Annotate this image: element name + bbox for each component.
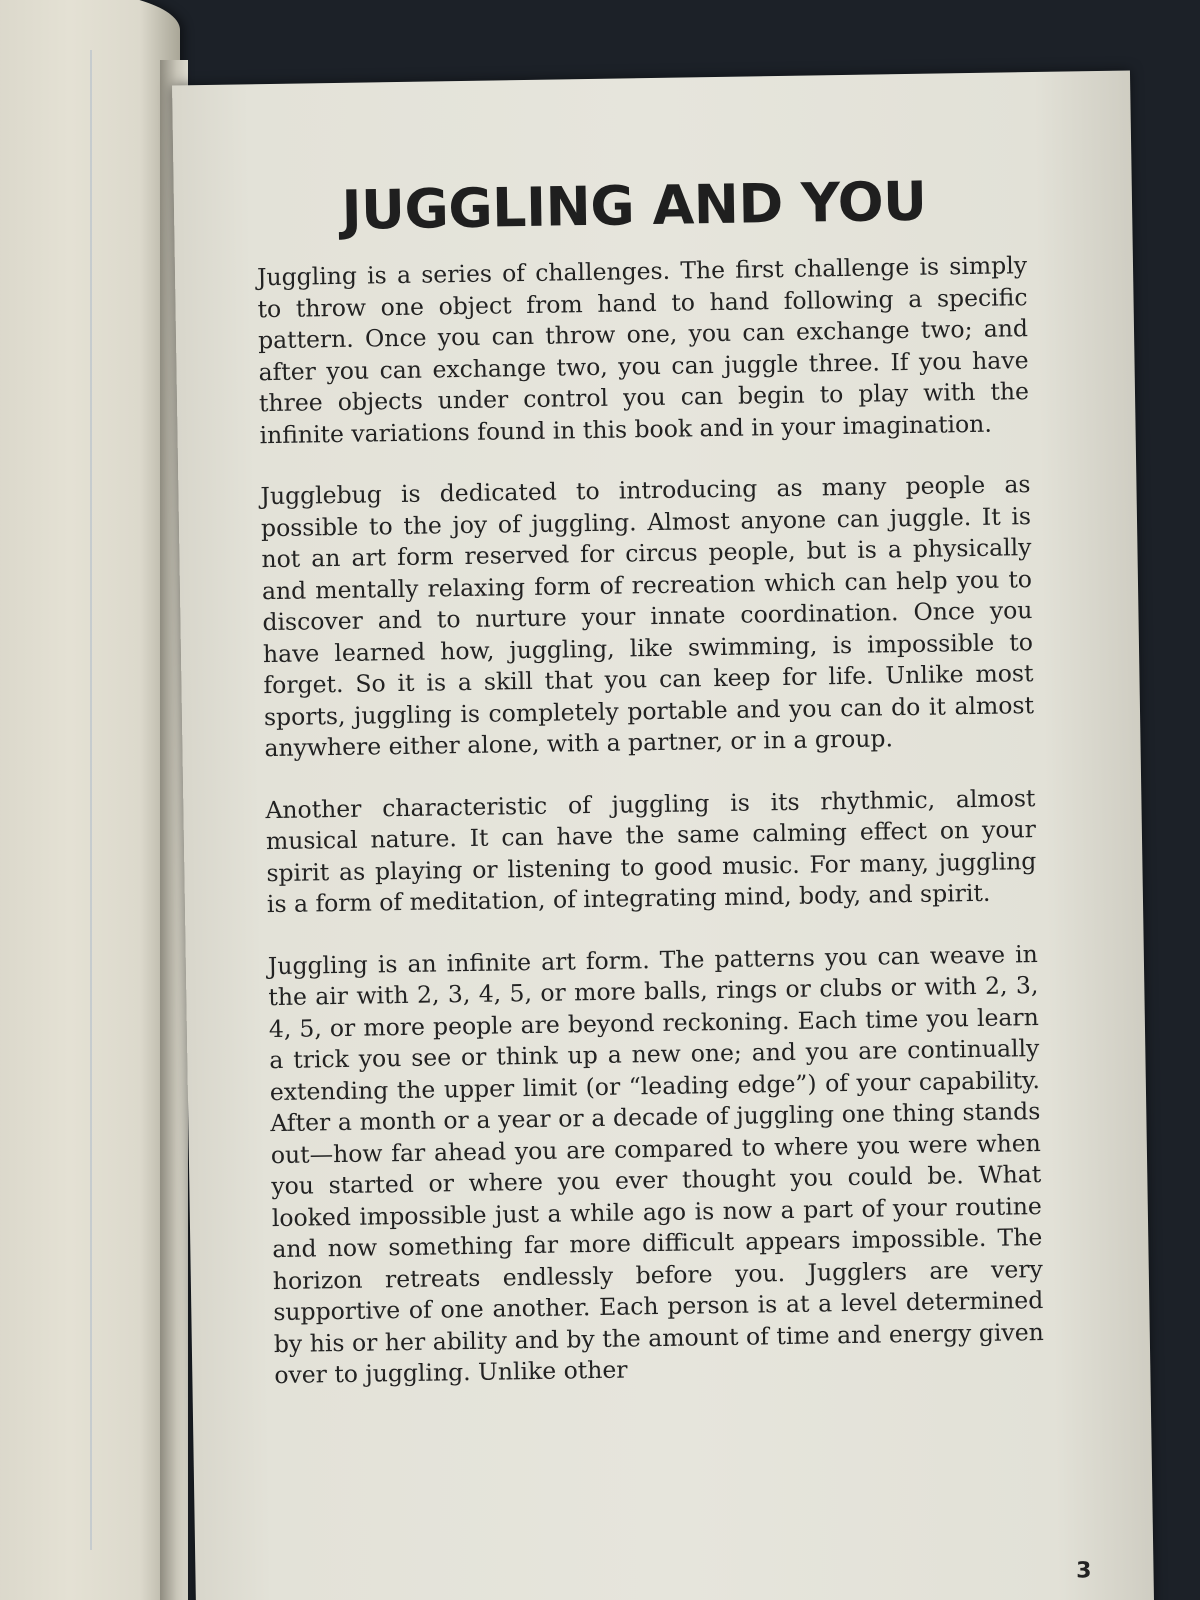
paragraph-2: Jugglebug is dedicated to introducing as many people as possible to the joy of juggling. Almost anyone can juggle. It is not an art form reserved for circus people, but is a physically and mentally relaxing form of recreation which can help you to discover and to nurture your innate coordination. Once you have learned how, juggling, like swimming, is impossible to forget. So it is a skill that you can keep for life. Unlike most sports, juggling is completely portable and you can do it almost anywhere either alone, with a partner, or in a group. [260, 470, 1035, 763]
page-body [257, 250, 1045, 1421]
paragraph-4: Juggling is an infinite art form. The patterns you can weave in the air with 2, 3, 4, 5, or more balls, rings or clubs or with 2, 3, 4, 5, or more people are beyond reckoning. Each time you learn a trick you see or think up a new one; and you are continually extending the upper limit (or “leading edge”) of your capability. After a month or a year or a decade of juggling one thing stands out—how far ahead you are compared to where you were when you started or where you ever thought you could be. What looked impossible just a while ago is now a part of your routine and now something far more difficult appears impossible. The horizon retreats endlessly before you. Jugglers are very supportive of one another. Each person is at a level determined by his or her ability and by the amount of time and energy given over to juggling. Unlike other [267, 939, 1044, 1390]
paragraph-1: Juggling is a series of challenges. The first challenge is simply to throw one object from hand to hand following a specific pattern. Once you can throw one, you can exchange two; and after you can exchange two, you can juggle three. If you have three objects under control you can begin to play with the infinite variations found in this book and in your imagination. [256, 251, 1030, 449]
left-page-edge [0, 0, 180, 1600]
paragraph-3: Another characteristic of juggling is its rhythmic, almost musical nature. It can have the same calming effect on your spirit as playing or listening to good music. For many, juggling is a form of meditation, of integrating mind, body, and spirit. [265, 783, 1037, 919]
chapter-title: JUGGLING AND YOU [341, 169, 927, 242]
book-page [172, 70, 1154, 1600]
page-number: 3 [1075, 1558, 1092, 1584]
left-page-stripe [90, 50, 92, 1550]
